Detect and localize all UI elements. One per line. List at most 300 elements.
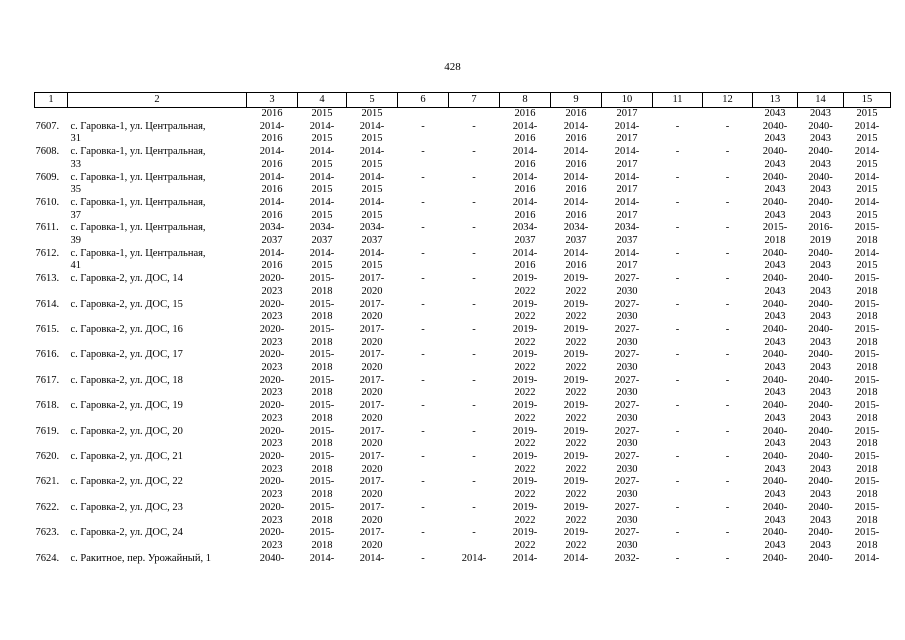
cell-line: 2014-	[854, 120, 880, 132]
cell-line: 2030	[616, 311, 638, 323]
column-header-8: 8	[500, 93, 551, 108]
cell-line: 2043	[810, 311, 831, 323]
cell-line: 2040-	[762, 374, 788, 386]
cell-line: 2016	[514, 209, 536, 221]
address-cell	[68, 324, 247, 349]
cell-line: -	[472, 247, 476, 259]
cell-line: 2019-	[563, 298, 589, 310]
cell-line: с. Гаровка-2, ул. ДОС, 24	[70, 527, 183, 539]
cell-line: 2043	[764, 489, 786, 501]
cell-line: 2019-	[563, 323, 589, 335]
value-cell	[500, 400, 551, 425]
cell-line: 2019-	[563, 476, 589, 488]
cell-line: 2043	[764, 209, 786, 221]
value-cell	[347, 324, 398, 349]
cell-line: 2020	[361, 336, 383, 348]
cell-line: с. Гаровка-2, ул. ДОС, 17	[70, 349, 183, 361]
table-row	[35, 426, 891, 451]
continuation-cell: 2016	[514, 108, 536, 119]
cell-line: 2030	[616, 362, 638, 374]
cell-line: -	[675, 374, 680, 386]
value-cell	[753, 248, 798, 273]
cell-line: 2015-	[309, 323, 335, 335]
value-cell	[653, 222, 703, 247]
cell-line: 2014-	[512, 552, 538, 564]
cell-line: 2040-	[808, 450, 833, 462]
cell-line: 2040-	[808, 400, 833, 412]
cell-line: 2043	[764, 463, 786, 475]
cell-line: 2027-	[614, 374, 640, 386]
value-cell	[500, 197, 551, 222]
cell-line: 2030	[616, 285, 638, 297]
cell-line: 2022	[514, 362, 536, 374]
table-row	[35, 476, 891, 501]
cell-line: 2019-	[512, 374, 538, 386]
cell-line: 2015-	[309, 374, 335, 386]
cell-line: 2023	[261, 539, 283, 551]
cell-line: 2037	[361, 235, 383, 247]
cell-line: 2017-	[359, 273, 385, 285]
cell-line: 2043	[764, 362, 786, 374]
cell-line: 2020-	[259, 425, 285, 437]
cell-line: 2019-	[512, 323, 538, 335]
cell-line: 2017-	[359, 400, 385, 412]
cell-line: -	[472, 527, 476, 539]
value-cell	[602, 375, 653, 400]
cell-line: 2030	[616, 489, 638, 501]
value-cell	[247, 426, 298, 451]
cell-line: 2040-	[808, 273, 833, 285]
value-cell	[753, 121, 798, 146]
value-cell	[753, 375, 798, 400]
cell-line: 2014-	[614, 171, 640, 183]
table-row	[35, 375, 891, 400]
cell-line: с. Гаровка-1, ул. Центральная,	[70, 196, 206, 208]
cell-line: 2014-	[359, 120, 385, 132]
value-cell	[398, 146, 449, 171]
cell-line: 2017-	[359, 349, 385, 361]
cell-line: 2022	[514, 336, 536, 348]
cell-line: 2043	[764, 133, 786, 145]
cell-line: 2040-	[762, 247, 788, 259]
cell-line: 2015	[856, 133, 878, 145]
cell-line: 2020	[361, 362, 383, 374]
value-cell	[703, 172, 753, 197]
cell-line: 2022	[565, 336, 587, 348]
table-row	[35, 222, 891, 247]
value-cell	[500, 273, 551, 298]
address-cell	[68, 527, 247, 552]
cell-line: 2014-	[309, 196, 335, 208]
cell-line: -	[675, 247, 680, 259]
cell-line: -	[472, 450, 476, 462]
value-cell	[653, 375, 703, 400]
cell-line: 2043	[764, 438, 786, 450]
cell-line: 2023	[261, 285, 283, 297]
cell-line: -	[472, 501, 476, 513]
value-cell	[844, 299, 891, 324]
continuation-cell	[653, 108, 703, 121]
cell-line: 2015	[361, 260, 383, 272]
value-cell	[653, 527, 703, 552]
document-table	[34, 92, 891, 565]
cell-line: 2019-	[563, 400, 589, 412]
value-cell	[398, 426, 449, 451]
value-cell	[347, 273, 398, 298]
value-cell	[449, 248, 500, 273]
table-header-row	[35, 93, 891, 108]
value-cell	[703, 426, 753, 451]
value-cell	[798, 476, 844, 501]
cell-line: 2022	[514, 438, 536, 450]
cell-line: 2043	[810, 158, 831, 170]
cell-line: 2040-	[808, 501, 833, 513]
cell-line: 2022	[565, 387, 587, 399]
value-cell	[602, 172, 653, 197]
table-row	[35, 400, 891, 425]
cell-line: 2014-	[309, 146, 335, 158]
cell-line: 2020	[361, 387, 383, 399]
cell-line: с. Гаровка-2, ул. ДОС, 16	[70, 323, 183, 335]
cell-line: 2015-	[854, 400, 880, 412]
table-row	[35, 248, 891, 273]
cell-line: 2020-	[259, 273, 285, 285]
column-header-5: 5	[347, 93, 398, 108]
cell-line: -	[675, 552, 680, 564]
cell-line: 2022	[565, 412, 587, 424]
cell-line: 2018	[856, 336, 878, 348]
value-cell	[602, 400, 653, 425]
cell-line: с. Гаровка-1, ул. Центральная,	[70, 120, 206, 132]
cell-line: 2030	[616, 387, 638, 399]
cell-line: -	[472, 120, 476, 132]
cell-line: -	[725, 222, 730, 234]
value-cell	[247, 527, 298, 552]
table-body	[35, 108, 891, 566]
cell-line: 2022	[514, 387, 536, 399]
column-header-2: 2	[68, 93, 247, 108]
cell-line: 2040-	[762, 196, 788, 208]
cell-line: 2014-	[359, 196, 385, 208]
cell-line: 2020-	[259, 349, 285, 361]
cell-line: 2030	[616, 336, 638, 348]
cell-line: 2018	[856, 438, 878, 450]
value-cell	[703, 476, 753, 501]
cell-line: 2014-	[563, 146, 589, 158]
cell-line: -	[472, 400, 476, 412]
row-number: 7609.	[35, 171, 60, 183]
cell-line: 2043	[810, 260, 831, 272]
cell-line: 2027-	[614, 273, 640, 285]
value-cell	[602, 349, 653, 374]
value-cell	[298, 172, 347, 197]
cell-line: -	[421, 400, 425, 412]
cell-line: 2014-	[854, 247, 880, 259]
value-cell	[551, 400, 602, 425]
value-cell	[347, 299, 398, 324]
value-cell	[347, 172, 398, 197]
cell-line: -	[725, 196, 730, 208]
value-cell	[247, 451, 298, 476]
cell-line: 2015-	[309, 298, 335, 310]
cell-line: 2030	[616, 463, 638, 475]
cell-line: 2027-	[614, 400, 640, 412]
cell-line: 2014-	[614, 196, 640, 208]
column-header-6: 6	[398, 93, 449, 108]
cell-line: 2014-	[512, 196, 538, 208]
cell-line: 2020-	[259, 450, 285, 462]
cell-line: 2030	[616, 514, 638, 526]
cell-line: с. Гаровка-2, ул. ДОС, 14	[70, 273, 183, 285]
cell-line: 2016	[261, 209, 283, 221]
cell-line: 41	[70, 260, 81, 272]
row-number: 7614.	[35, 298, 60, 310]
cell-line: 2040-	[808, 171, 833, 183]
cell-line: 2018	[856, 539, 878, 551]
value-cell	[298, 146, 347, 171]
cell-line: -	[725, 374, 730, 386]
value-cell	[703, 197, 753, 222]
value-cell	[602, 502, 653, 527]
column-header-14: 14	[798, 93, 844, 108]
cell-line: 2015	[311, 158, 333, 170]
column-header-1: 1	[35, 93, 68, 108]
cell-line: 2018	[856, 311, 878, 323]
value-cell	[398, 172, 449, 197]
value-cell	[844, 375, 891, 400]
cell-line: 35	[70, 184, 81, 196]
table-row	[35, 502, 891, 527]
cell-line: -	[675, 400, 680, 412]
cell-line: 2022	[514, 311, 536, 323]
cell-line: 2034-	[259, 222, 285, 234]
cell-line: 2014-	[854, 552, 880, 564]
value-cell	[602, 248, 653, 273]
value-cell	[602, 426, 653, 451]
value-cell	[703, 222, 753, 247]
row-number: 7607.	[35, 120, 60, 132]
value-cell	[449, 273, 500, 298]
value-cell	[703, 299, 753, 324]
value-cell	[347, 375, 398, 400]
value-cell	[247, 222, 298, 247]
cell-line: 2023	[261, 489, 283, 501]
value-cell	[798, 451, 844, 476]
continuation-cell	[449, 108, 500, 121]
cell-line: 2019-	[512, 349, 538, 361]
value-cell	[398, 197, 449, 222]
value-cell	[602, 476, 653, 501]
cell-line: 2043	[764, 311, 786, 323]
cell-line: 2015-	[854, 349, 880, 361]
cell-line: 2020-	[259, 527, 285, 539]
cell-line: 2020	[361, 438, 383, 450]
value-cell	[449, 222, 500, 247]
value-cell	[500, 121, 551, 146]
value-cell	[247, 299, 298, 324]
value-cell	[247, 197, 298, 222]
cell-line: 2016	[514, 158, 536, 170]
cell-line: 2043	[764, 285, 786, 297]
value-cell	[602, 451, 653, 476]
cell-line: 2043	[810, 514, 831, 526]
cell-line: -	[675, 120, 680, 132]
value-cell	[298, 502, 347, 527]
value-cell	[798, 222, 844, 247]
cell-line: 31	[70, 133, 81, 145]
cell-line: 2027-	[614, 349, 640, 361]
cell-line: 2027-	[614, 298, 640, 310]
cell-line: -	[472, 425, 476, 437]
cell-line: 2022	[565, 362, 587, 374]
cell-line: -	[675, 196, 680, 208]
value-cell	[653, 299, 703, 324]
cell-line: 2040-	[808, 374, 833, 386]
cell-line: 2015-	[309, 425, 335, 437]
address-cell	[68, 502, 247, 527]
cell-line: -	[675, 450, 680, 462]
value-cell	[247, 248, 298, 273]
cell-line: 2022	[565, 285, 587, 297]
value-cell	[449, 121, 500, 146]
cell-line: 2017	[616, 133, 638, 145]
value-cell	[449, 553, 500, 566]
cell-line: 2017-	[359, 527, 385, 539]
cell-line: 2015	[361, 133, 383, 145]
value-cell	[551, 527, 602, 552]
continuation-cell: 2015	[311, 108, 333, 119]
page-number: 428	[444, 61, 461, 73]
continuation-cell: 2043	[764, 108, 786, 119]
row-number: 7618.	[35, 400, 60, 412]
address-cell	[68, 299, 247, 324]
cell-line: 2040-	[808, 247, 833, 259]
continuation-cell	[703, 108, 753, 121]
cell-line: 2017	[616, 260, 638, 272]
cell-line: 2017-	[359, 476, 385, 488]
value-cell	[551, 299, 602, 324]
row-number: 7623.	[35, 527, 60, 539]
cell-line: 2015	[856, 209, 878, 221]
cell-line: 2014-	[563, 196, 589, 208]
value-cell	[844, 324, 891, 349]
cell-line: -	[472, 298, 476, 310]
cell-line: 2022	[565, 438, 587, 450]
cell-line: 2014-	[563, 247, 589, 259]
value-cell	[449, 197, 500, 222]
value-cell	[247, 121, 298, 146]
value-cell	[653, 273, 703, 298]
value-cell	[347, 451, 398, 476]
cell-line: -	[421, 196, 425, 208]
cell-line: 2016	[565, 209, 587, 221]
cell-line: 2016	[565, 260, 587, 272]
value-cell	[703, 273, 753, 298]
value-cell	[798, 121, 844, 146]
value-cell	[753, 527, 798, 552]
cell-line: 2034-	[359, 222, 385, 234]
value-cell	[551, 273, 602, 298]
cell-line: 2014-	[563, 171, 589, 183]
value-cell	[798, 502, 844, 527]
value-cell	[753, 451, 798, 476]
value-cell	[449, 172, 500, 197]
value-cell	[753, 400, 798, 425]
cell-line: 2017	[616, 184, 638, 196]
table-row	[35, 553, 891, 566]
value-cell	[798, 553, 844, 566]
cell-line: 2023	[261, 412, 283, 424]
value-cell	[398, 375, 449, 400]
value-cell	[347, 349, 398, 374]
cell-line: 2018	[311, 514, 333, 526]
value-cell	[247, 349, 298, 374]
cell-line: 2020	[361, 285, 383, 297]
column-header-4: 4	[298, 93, 347, 108]
cell-line: с. Ракитное, пер. Урожайный, 1	[70, 552, 211, 564]
value-cell	[500, 146, 551, 171]
value-cell	[347, 553, 398, 566]
cell-line: 2015	[856, 184, 878, 196]
cell-line: 2018	[856, 412, 878, 424]
value-cell	[347, 502, 398, 527]
cell-line: 2017	[616, 158, 638, 170]
cell-line: -	[472, 476, 476, 488]
cell-line: 2043	[810, 539, 831, 551]
cell-line: 2015-	[854, 476, 880, 488]
cell-line: с. Гаровка-2, ул. ДОС, 23	[70, 501, 183, 513]
value-cell	[500, 324, 551, 349]
cell-line: 2014-	[854, 146, 880, 158]
cell-line: 2016	[261, 133, 283, 145]
value-cell	[653, 553, 703, 566]
cell-line: 2018	[311, 362, 333, 374]
value-cell	[844, 553, 891, 566]
value-cell	[798, 527, 844, 552]
cell-line: 2015	[311, 209, 333, 221]
cell-line: 2018	[856, 285, 878, 297]
value-cell	[753, 426, 798, 451]
cell-line: 2018	[856, 387, 878, 399]
cell-line: -	[421, 171, 425, 183]
cell-line: -	[725, 323, 730, 335]
cell-line: 2022	[565, 514, 587, 526]
column-header-15: 15	[844, 93, 891, 108]
cell-line: с. Гаровка-1, ул. Центральная,	[70, 222, 206, 234]
cell-line: 2015-	[854, 222, 880, 234]
cell-line: -	[421, 425, 425, 437]
cell-line: -	[421, 476, 425, 488]
cell-line: 2043	[764, 158, 786, 170]
cell-line: 2015	[361, 158, 383, 170]
value-cell	[398, 400, 449, 425]
cell-line: 2014-	[259, 146, 285, 158]
cell-line: 2015-	[854, 298, 880, 310]
cell-line: 2017-	[359, 450, 385, 462]
cell-line: 2040-	[762, 323, 788, 335]
cell-line: 2014-	[512, 120, 538, 132]
cell-line: 2015	[856, 260, 878, 272]
cell-line: -	[421, 298, 425, 310]
value-cell	[844, 400, 891, 425]
value-cell	[398, 324, 449, 349]
cell-line: 2043	[810, 463, 831, 475]
value-cell	[298, 400, 347, 425]
cell-line: 2019-	[563, 501, 589, 513]
row-number: 7610.	[35, 196, 60, 208]
value-cell	[602, 146, 653, 171]
address-cell	[68, 400, 247, 425]
